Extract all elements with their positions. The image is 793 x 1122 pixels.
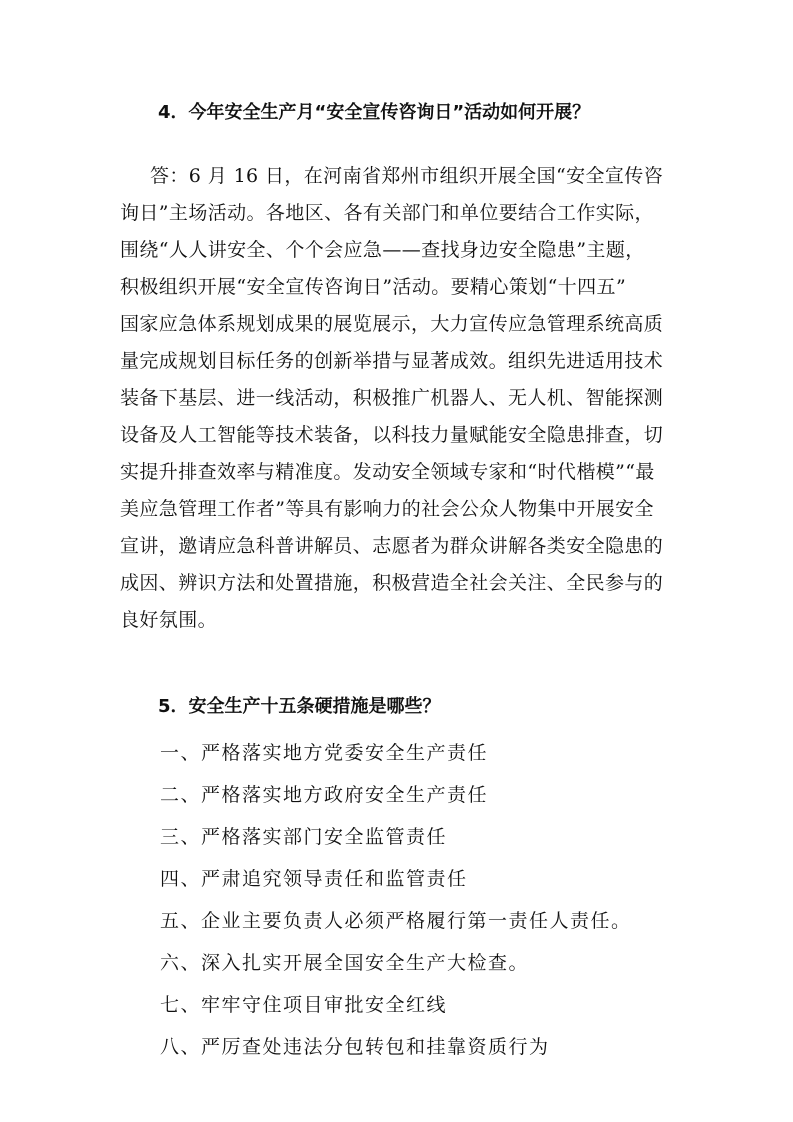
question-4-heading: 4．今年安全生产月“安全宣传咨询日”活动如何开展？	[158, 102, 591, 123]
answer-line: 宣讲，邀请应急科普讲解员、志愿者为群众讲解各类安全隐患的	[120, 535, 664, 557]
answer-line: 良好氛围。	[120, 609, 218, 631]
answer-line: 积极组织开展“安全宣传咨询日”活动。要精心策划“十四五”	[120, 276, 627, 298]
question-5-heading: 5．安全生产十五条硬措施是哪些？	[158, 696, 441, 717]
question-4-answer	[120, 158, 680, 639]
measure-item: 八、严厉查处违法分包转包和挂靠资质行为	[160, 1036, 550, 1058]
answer-line: 国家应急体系规划成果的展览展示，大力宣传应急管理系统高质	[120, 313, 664, 335]
answer-line: 设备及人工智能等技术装备，以科技力量赋能安全隐患排查，切	[120, 424, 664, 446]
answer-line: 实提升排查效率与精准度。发动安全领域专家和“时代楷模”“最	[120, 461, 655, 483]
measure-item: 五、企业主要负责人必须严格履行第一责任人责任。	[160, 910, 632, 932]
answer-line: 围绕“人人讲安全、个个会应急——查找身边安全隐患”主题，	[120, 239, 645, 261]
answer-line: 装备下基层、进一线活动，积极推广机器人、无人机、智能探测	[120, 387, 664, 409]
answer-line: 量完成规划目标任务的创新举措与显著成效。组织先进适用技术	[120, 350, 664, 372]
measure-item: 六、深入扎实开展全国安全生产大检查。	[160, 952, 530, 974]
answer-line: 成因、辨识方法和处置措施，积极营造全社会关注、全民参与的	[120, 572, 664, 594]
measure-item: 一、严格落实地方党委安全生产责任	[160, 742, 489, 764]
measures-list	[160, 732, 720, 1068]
measure-item: 三、严格落实部门安全监管责任	[160, 826, 448, 848]
answer-line: 答：6 月 16 日，在河南省郑州市组织开展全国“安全宣传咨	[150, 165, 664, 187]
answer-line: 美应急管理工作者”等具有影响力的社会公众人物集中开展安全	[120, 498, 654, 520]
measure-item: 四、严肃追究领导责任和监管责任	[160, 868, 468, 890]
measure-item: 七、牢牢守住项目审批安全红线	[160, 994, 448, 1016]
measure-item: 二、严格落实地方政府安全生产责任	[160, 784, 489, 806]
answer-line: 询日”主场活动。各地区、各有关部门和单位要结合工作实际，	[120, 202, 654, 224]
